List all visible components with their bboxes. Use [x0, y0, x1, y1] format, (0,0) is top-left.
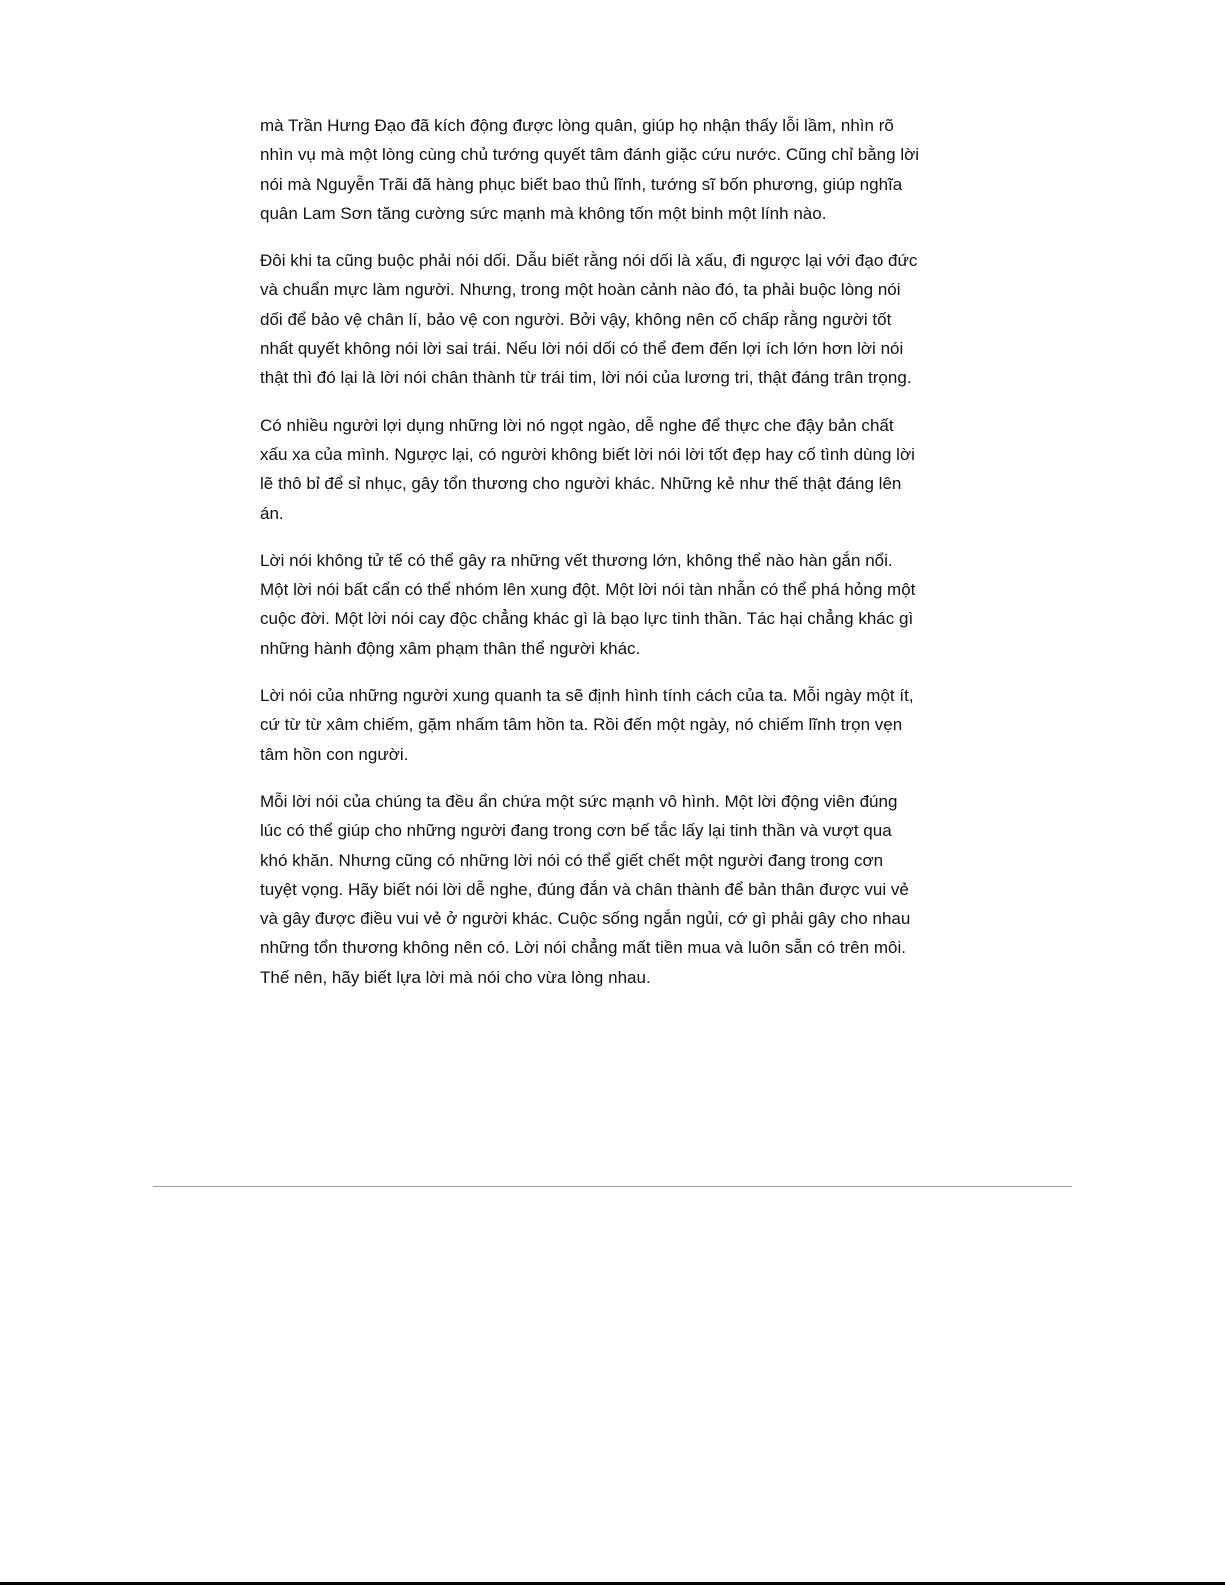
document-body: [260, 111, 960, 1010]
text-line: Thế nên, hãy biết lựa lời mà nói cho vừa lòng nhau.: [260, 967, 651, 987]
text-line: xấu xa của mình. Ngược lại, có người không biết lời nói lời tốt đẹp hay cố tình dùng lời: [260, 444, 915, 464]
text-line: những hành động xâm phạm thân thể người khác.: [260, 638, 641, 658]
paragraph-6: [260, 787, 960, 992]
text-line: cuộc đời. Một lời nói cay độc chẳng khác gì là bạo lực tinh thần. Tác hại chẳng khác gì: [260, 609, 914, 629]
text-line: những tổn thương không nên có. Lời nói chẳng mất tiền mua và luôn sẵn có trên môi.: [260, 938, 906, 958]
text-line: Một lời nói bất cẩn có thể nhóm lên xung đột. Một lời nói tàn nhẫn có thể phá hỏng một: [260, 580, 916, 600]
text-line: Lời nói không tử tế có thể gây ra những vết thương lớn, không thể nào hàn gắn nổi.: [260, 550, 893, 570]
text-line: Mỗi lời nói của chúng ta đều ẩn chứa một sức mạnh vô hình. Một lời động viên đúng: [260, 791, 898, 811]
paragraph-1: [260, 111, 960, 228]
text-line: cứ từ từ xâm chiếm, gặm nhấm tâm hồn ta. Rồi đến một ngày, nó chiếm lĩnh trọn vẹn: [260, 715, 903, 735]
text-line: nói mà Nguyễn Trãi đã hàng phục biết bao thủ lĩnh, tướng sĩ bốn phương, giúp nghĩa: [260, 174, 903, 194]
paragraph-4: [260, 546, 960, 663]
text-line: lúc có thể giúp cho những người đang trong cơn bế tắc lấy lại tinh thần và vượt qua: [260, 821, 892, 841]
text-line: án.: [260, 503, 284, 523]
page-break-divider: [153, 1186, 1072, 1187]
text-line: Đôi khi ta cũng buộc phải nói dối. Dẫu biết rằng nói dối là xấu, đi ngược lại với đạo đức: [260, 251, 918, 271]
text-line: tâm hồn con người.: [260, 744, 409, 764]
text-line: nhất quyết không nói lời sai trái. Nếu lời nói dối có thể đem đến lợi ích lớn hơn lời nói: [260, 339, 904, 359]
text-line: Có nhiều người lợi dụng những lời nó ngọt ngào, dễ nghe để thực che đậy bản chất: [260, 415, 894, 435]
paragraph-3: [260, 411, 960, 528]
text-line: dối để bảo vệ chân lí, bảo vệ con người. Bởi vậy, không nên cố chấp rằng người tốt: [260, 309, 892, 329]
text-line: nhìn vụ mà một lòng cùng chủ tướng quyết tâm đánh giặc cứu nước. Cũng chỉ bằng lời: [260, 145, 920, 165]
text-line: tuyệt vọng. Hãy biết nói lời dễ nghe, đúng đắn và chân thành để bản thân được vui vẻ: [260, 879, 909, 899]
paragraph-5: [260, 681, 960, 769]
text-line: và chuẩn mực làm người. Nhưng, trong một hoàn cảnh nào đó, ta phải buộc lòng nói: [260, 280, 901, 300]
text-line: thật thì đó lại là lời nói chân thành từ trái tim, lời nói của lương tri, thật đáng trân trọng.: [260, 368, 912, 388]
text-line: quân Lam Sơn tăng cường sức mạnh mà không tốn một binh một lính nào.: [260, 203, 827, 223]
text-line: và gây được điều vui vẻ ở người khác. Cuộc sống ngắn ngủi, cớ gì phải gây cho nhau: [260, 909, 911, 929]
text-line: lẽ thô bỉ để sỉ nhục, gây tổn thương cho người khác. Những kẻ như thế thật đáng lên: [260, 474, 902, 494]
paragraph-2: [260, 246, 960, 392]
text-line: mà Trần Hưng Đạo đã kích động được lòng quân, giúp họ nhận thấy lỗi lầm, nhìn rõ: [260, 116, 894, 135]
text-line: khó khăn. Nhưng cũng có những lời nói có thể giết chết một người đang trong cơn: [260, 850, 884, 870]
text-line: Lời nói của những người xung quanh ta sẽ định hình tính cách của ta. Mỗi ngày một ít,: [260, 686, 914, 706]
